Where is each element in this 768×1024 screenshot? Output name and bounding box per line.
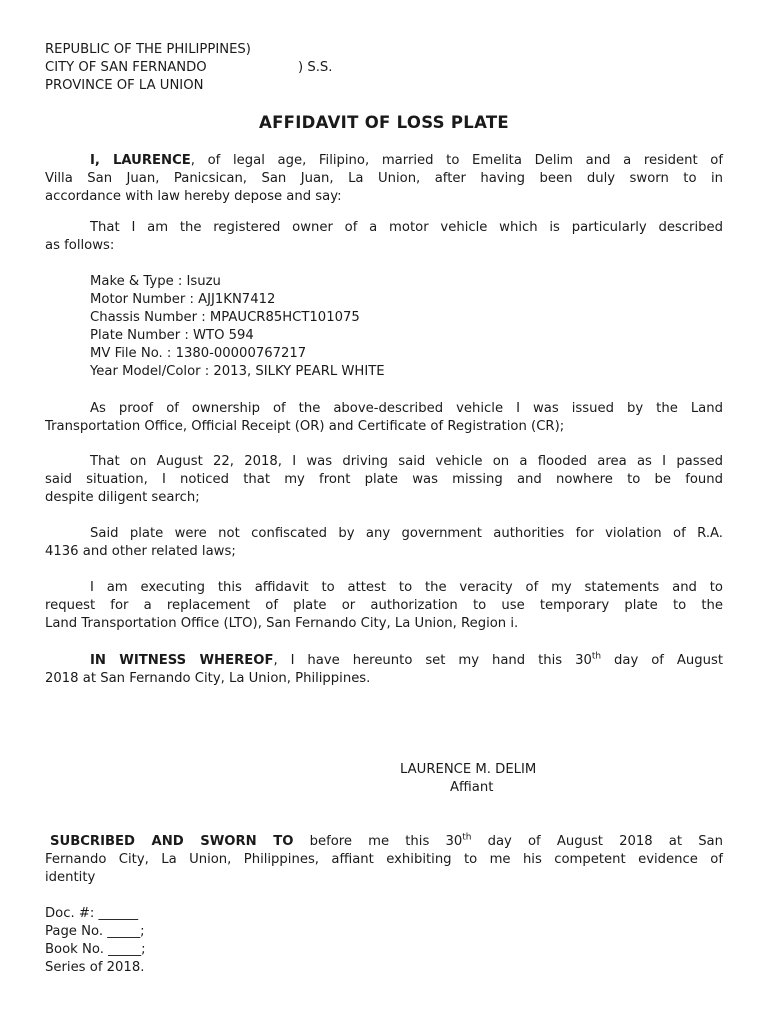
para1-line2: Villa San Juan, Panicsican, San Juan, La Union, after having been duly sworn to in: [45, 171, 723, 186]
para2-line2: as follows:: [45, 238, 115, 253]
venue-city: CITY OF SAN FERNANDO: [45, 60, 207, 75]
witness-line1: IN WITNESS WHEREOF, I have hereunto set my hand this 30th day of August: [90, 651, 724, 668]
vehicle-chassis-number: Chassis Number : MPAUCR85HCT101075: [90, 310, 360, 325]
vehicle-year-model-color: Year Model/Color : 2013, SILKY PEARL WHITE: [90, 364, 385, 379]
para5-line1: Said plate were not confiscated by any government authorities for violation of R.A.: [90, 526, 723, 541]
witness-line2: 2018 at San Fernando City, La Union, Philippines.: [45, 671, 371, 686]
para6-line1: I am executing this affidavit to attest to the veracity of my statements and to: [90, 580, 723, 595]
para4-line2: said situation, I noticed that my front plate was missing and nowhere to be found: [45, 472, 723, 487]
para2-line1: That I am the registered owner of a motor vehicle which is particularly described: [90, 220, 723, 235]
vehicle-plate-number: Plate Number : WTO 594: [90, 328, 254, 343]
vehicle-mv-file-no: MV File No. : 1380-00000767217: [90, 346, 307, 361]
notarial-doc-no: Doc. #: ______: [45, 906, 139, 921]
venue-country: REPUBLIC OF THE PHILIPPINES): [45, 42, 251, 57]
para1-line3: accordance with law hereby depose and say:: [45, 189, 342, 204]
jurat-heading: SUBCRIBED AND SWORN TO: [50, 834, 294, 849]
para4-line3: despite diligent search;: [45, 490, 200, 505]
notarial-book-no: Book No. _____;: [45, 942, 146, 957]
notarial-page-no: Page No. _____;: [45, 924, 145, 939]
jurat-line3: identity: [45, 870, 96, 885]
jurat-line2: Fernando City, La Union, Philippines, affiant exhibiting to me his competent evidence of: [45, 852, 723, 867]
document-title: AFFIDAVIT OF LOSS PLATE: [259, 113, 509, 132]
para4-line1: That on August 22, 2018, I was driving said vehicle on a flooded area as I passed: [90, 454, 723, 469]
vehicle-motor-number: Motor Number : AJJ1KN7412: [90, 292, 276, 307]
para6-line3: Land Transportation Office (LTO), San Fernando City, La Union, Region i.: [45, 616, 519, 631]
affiant-intro: I, LAURENCE: [90, 153, 191, 168]
para3-line1: As proof of ownership of the above-described vehicle I was issued by the Land: [90, 401, 723, 416]
jurat-line1: SUBCRIBED AND SWORN TO before me this 30th day of August 2018 at San: [50, 832, 724, 849]
vehicle-make-type: Make & Type : Isuzu: [90, 274, 221, 289]
para3-line2: Transportation Office, Official Receipt (OR) and Certificate of Registration (CR);: [45, 419, 565, 434]
witness-heading: IN WITNESS WHEREOF: [90, 653, 274, 668]
affiant-role: Affiant: [450, 780, 494, 795]
affiant-name: LAURENCE M. DELIM: [400, 762, 537, 777]
venue-province: PROVINCE OF LA UNION: [45, 78, 204, 93]
para5-line2: 4136 and other related laws;: [45, 544, 236, 559]
venue-ss: ) S.S.: [298, 60, 333, 75]
para6-line2: request for a replacement of plate or authorization to use temporary plate to the: [45, 598, 723, 613]
notarial-series: Series of 2018.: [45, 960, 145, 975]
para1-line1: I, LAURENCE, of legal age, Filipino, married to Emelita Delim and a resident of: [90, 153, 723, 168]
